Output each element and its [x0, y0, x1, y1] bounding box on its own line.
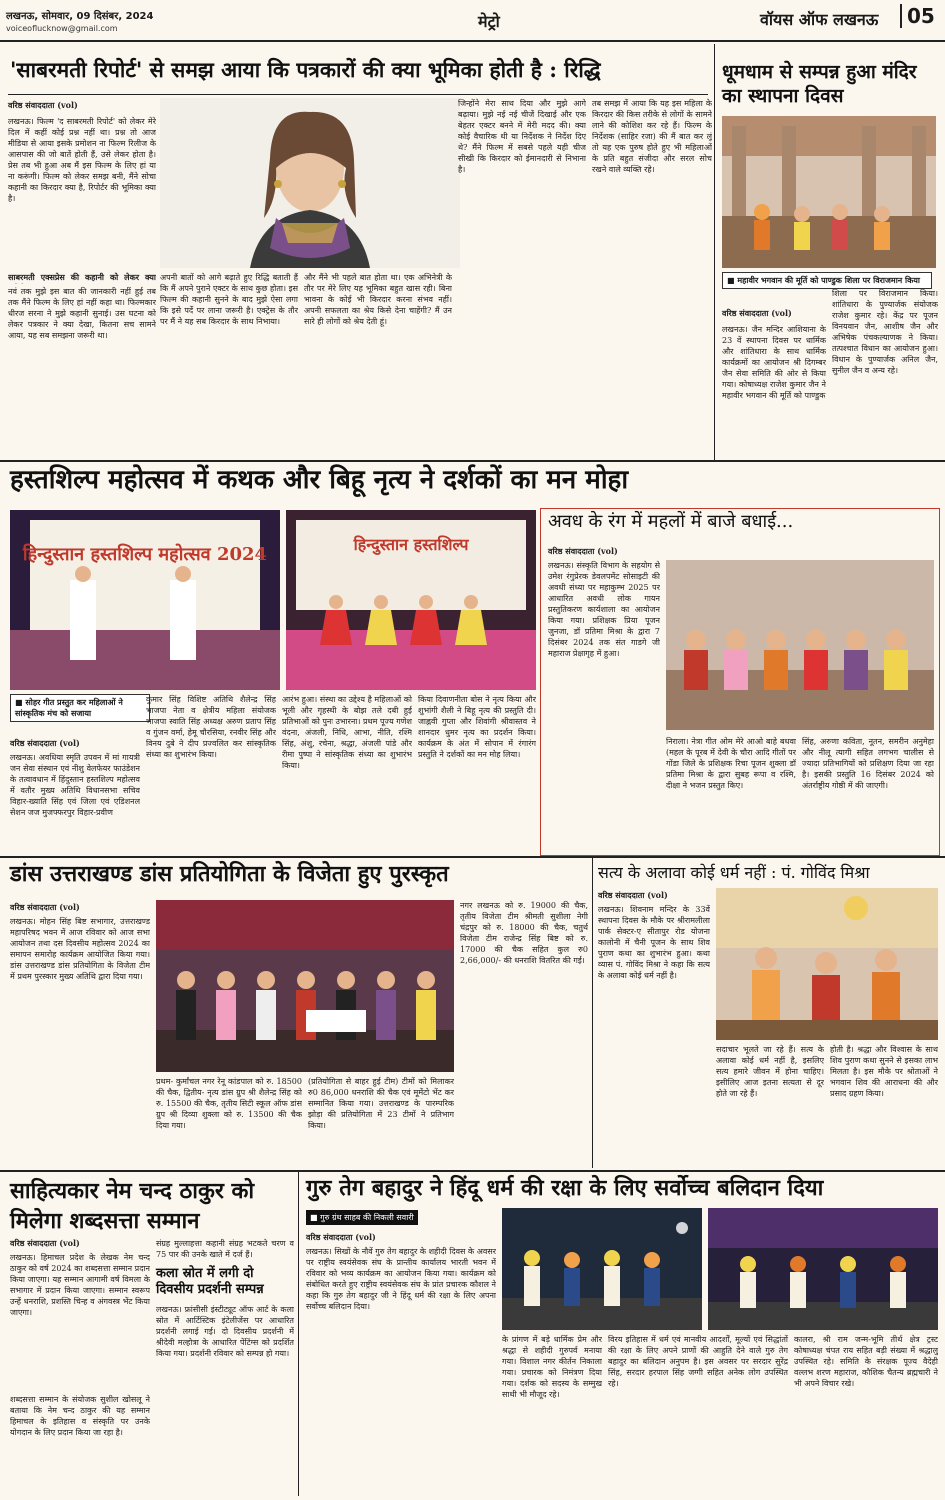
story5-col2: प्रथम- कुर्मांचल नगर रेनू कांडपाल को रु. 18500 की चैक, द्वितीय- नृत्य डांस ग्रुप श्री शैलेन्द्र सिंह को रु. 15500 की चैक, तृतीय सिटी स्कूल ऑफ डांस ग्रुप श्री दिव्या शुक्ला को रु. 13500 की चैक दिया गया।: [156, 1077, 302, 1130]
section-divider: [0, 1170, 945, 1172]
story4-group-photo: [666, 560, 934, 730]
story5-col4: नगर लखनऊ को रु. 19000 की चैक, तृतीय विजेता टीम श्रीमती सुशीला नेगी चंद्रपुर को रु. 18000 की चैक, चतुर्थ विजेता टीम राजेन्द्र सिंह बिष्ट को रु. 17000 की चैक सहित कुल रु0 2,66,000/- की धनराशि वितरित की गई।: [460, 901, 588, 965]
story5-headline[interactable]: डांस उत्तराखण्ड डांस प्रतियोगिता के विजेता हुए पुरस्कृत: [10, 861, 449, 887]
caption-text: सोहर गीत प्रस्तुत कर महिलाओं ने सांस्कृतिक मंच को सजाया: [15, 697, 123, 718]
story3-stage-photo-2: [286, 510, 536, 690]
story9-headline[interactable]: गुरु तेग बहादुर ने हिंदू धर्म की रक्षा के लिए सर्वोच्च बलिदान दिया: [306, 1175, 824, 1201]
story7-col1b: शब्दसत्ता सम्मान के संयोजक सुशील खोसलू ने बताया कि नेम चन्द ठाकुर की यह सम्मान हिमाचल के इतिहास व संस्कृति पर उनके योगदान के लिए प्रदान किया जा रहा है।: [10, 1395, 150, 1437]
story1-col5: तब समझ में आया कि यह इस महिला के किरदार की किस तरीके से लोगों के सामने लाने की कोशिश कर रहे हैं। फिल्म के निर्देशक (साहिर रजा) की मैं बात कर लूं तो यह एक पुरुष होते हुए भी महिलाओं के प्रति बहुत संजीदा और सरल सोच रखने वाले व्यक्ति रहे।: [592, 99, 712, 174]
story1-col3: और मैंने भी पहले बात होता था। एक अभिनेत्री के तौर पर मेरे लिए यह भूमिका बहुत खास रही। बिना भावना के कोई भी किरदार करना संभव नहीं। अपनी सफलता का श्रेय किसे देना चाहेंगी? मैं उन सारे ही लोगों को श्रेय देती हूं।: [304, 273, 452, 326]
section-name: मेट्रो: [478, 12, 500, 31]
caption-bullet-icon: ■: [727, 275, 738, 285]
story6-puja-photo: [716, 888, 938, 1040]
story4-headline[interactable]: अवध के रंग में महलों में बाजे बधाई...: [548, 511, 794, 532]
brand-name: वॉयस ऑफ लखनऊ: [760, 10, 879, 29]
contact-email[interactable]: voiceoflucknow@gmail.com: [6, 24, 118, 33]
group-illustration: [666, 560, 934, 730]
dance-illustration: [286, 510, 536, 690]
divider: [8, 94, 708, 95]
story1-col1: लखनऊ। फिल्म 'द साबरमती रिपोर्ट' को लेकर मेरे दिल में कहीं कोई प्रश्न नहीं था। प्रश्न तो आज मीडिया से आया इसके प्रमोशन ना फिल्म रिलीज के आसपास की जो बातें होती हैं, उसे लेकर होता है। प्रेस तब भी हुआ अब मैं इस फिल्म के लिए हां या ना करूंगी। फिल्म को लेकर समझ बनी, मैंने सोचा कहानी का किरदार क्या है, रिपोर्टर की भूमिका क्या है।: [8, 117, 156, 203]
masthead: [0, 0, 945, 42]
temple-illustration: [722, 116, 936, 268]
story3-col4: किया दिवाणनीता बोस ने नृत्य किया और शुभांगी शैली ने बिहू नृत्य की प्रस्तुति दी। जाह्नवी गुप्ता और शिवांगी श्रीवास्तव ने शानदार धुमर नृत्य का प्रदर्शन किया। कार्यक्रम के अंत में सोपान में रंगारंग प्रस्तुति ने दर्शकों का मन मोह लिया।: [418, 695, 536, 759]
story4-col2: निराला। नेत्रा गीत ओम मेरे आओ बाहे बधवा (महल के पूरब में देवी के चौरा आदि गीतों पर गोंडा जिले के प्रशिक्षक रिचा पूजन शुक्ला डॉ प्रतिमा मिश्रा के द्वारा सुबह रूपा व रश्मि, दीक्षा ने भजन प्रस्तुत किए।: [666, 737, 796, 790]
story1-col1c: नवं तक मुझे इस बात की जानकारी नहीं हुई तब तक मैंने फिल्म के लिए हां नहीं कहा था। फिल्मकार धीरज सरना ने मुझे कहानी सुनाई। उस घटना को लेकर पत्रकार ने क्या देखा, कितना सच सामने आया, यह सब समझना जरूरी था।: [8, 287, 156, 340]
stage-illustration: [10, 510, 280, 690]
page-number: 05: [900, 4, 935, 28]
story3-caption: [10, 694, 150, 722]
story9-procession-photo-2: [708, 1208, 938, 1330]
story6-col3: होती है। श्रद्धा और विश्वास के साथ शिव पुराण कथा सुनने से इसका लाभ मिलता है। इस मौके पर श्रोताओं ने भगवान शिव की आराधना की और प्रसाद ग्रहण किया।: [830, 1045, 938, 1098]
story2-temple-photo: [722, 116, 936, 268]
story2-byline: वरिष्ठ संवाददाता (vol): [722, 308, 792, 318]
section-divider: [0, 460, 945, 462]
award-illustration: [156, 900, 454, 1072]
story6-byline: वरिष्ठ संवाददाता (vol): [598, 890, 668, 900]
column-divider: [592, 858, 593, 1168]
story2-col2: शिला पर विराजमान किया। शांतिधारा के पुण्यार्जक संयोजक राजेश कुमार रहे। केंद्र पर पूजन विनयवान जैन, आशीष जैन और अभिषेक पंचकल्याणक ने किया। तत्पश्चात विधान का आयोजन हुआ। विधान के पुण्यार्जक अनिल जैन, सुनील जैन व अन्य रहे।: [832, 289, 938, 375]
procession-illustration: [502, 1208, 702, 1330]
story1-subhead: साबरमती एक्सप्रेस की कहानी को लेकर क्या: [8, 272, 156, 282]
story3-col3: आरंभ हुआ। संस्था का उद्देश्य है महिलाओं को भूली और गृहस्थी के बोझ तले दबी हुई प्रतिभाओं को पुनः उभारना। प्रथम पूज्य गणेश वंदना, अंजली, निधि, आभा, नीति, रश्मि सिंह, अंशु, रचेना, श्रद्धा, अंजली पांडे और रीमा पुष्पा ने सांस्कृतिक संध्या का शुभारंभ किया।: [282, 695, 412, 770]
issue-date: लखनऊ, सोमवार, 09 दिसंबर, 2024: [6, 11, 154, 22]
caption-text: गुरु ग्रंथ साहब की निकली सवारी: [320, 1213, 414, 1222]
story8-lead: संग्रह मुल्लाहत्ता कहानी संग्रह भटकते चरण व 75 पार की उनके खाते में दर्ज हैं।: [156, 1239, 294, 1259]
story8-headline[interactable]: कला स्रोत में लगी दो दिवसीय प्रदर्शनी सम्पन्न: [156, 1266, 264, 1297]
story2-col1: लखनऊ। जैन मन्दिर आशियाना के 23 वें स्थापना दिवस पर धार्मिक और शांतिधारा के साथ धार्मिक कार्यक्रमों का आयोजन श्री दिगम्बर जैन सेवा समिति की ओर से किया गया। कोषाध्यक्ष राजेश कुमार जैन ने महावीर भगवान की मूर्ति को पाण्डुक: [722, 325, 826, 400]
story5-col1: लखनऊ। मोहन सिंह बिष्ट सभागार, उत्तराखण्ड महापरिषद भवन में आज रविवार को आज सभा आयोजन तथा दस दिवसीय महोत्सव 2024 का समापन समारोह कार्यक्रम आयोजित किया गया। डांस उत्तराखण्ड डांस प्रतियोगिता के विजेता टीम में प्रथम पुरस्कार मुख्य अतिथि द्वारा दिया गया।: [10, 917, 150, 981]
story7-byline: वरिष्ठ संवाददाता (vol): [10, 1238, 80, 1248]
story1-actress-photo: [160, 98, 460, 268]
procession-illustration: [708, 1208, 938, 1330]
story3-col1: लखनऊ। अवधिया स्मृति उपवन में मां गायत्री जन सेवा संस्थान एवं नीशु वेलफेयर फाउंडेशन के तत्वावधान में हिंदुस्तान हस्तशिल्प महोत्सव में वतौर मुख्य अतिथि विधानसभा सचिव विहार-ख्याति सिंह एवं जिला एवं एडिशनल सेशन जज मुजफ्फरपुर विहार-प्रवीण: [10, 753, 140, 817]
story1-byline: वरिष्ठ संवाददाता (vol): [8, 100, 78, 110]
story5-byline: वरिष्ठ संवाददाता (vol): [10, 902, 80, 912]
story5-award-photo: [156, 900, 454, 1072]
story6-col2: सदाचार भूलते जा रहे हैं। सत्य के अलावा कोई धर्म नहीं है, इसलिए सत्य हमारे जीवन में होना चाहिए। इसीलिए आज इतना सत्यता से दूर होते जा रहे हैं।: [716, 1045, 824, 1098]
caption-bullet-icon: ■: [15, 697, 26, 707]
banner-text-1: हिन्दुस्तान हस्तशिल्प महोत्सव 2024: [22, 544, 268, 565]
story7-headline[interactable]: साहित्यकार नेम चन्द ठाकुर को मिलेगा शब्दसत्ता सम्मान: [10, 1178, 255, 1234]
banner-text-2: हिन्दुस्तान हस्तशिल्प: [353, 535, 469, 554]
story3-col2: कुमार सिंह विशिष्ट अतिथि शैलेन्द्र सिंह भाजपा नेता व क्षेत्रीय महिला संयोजक भाजपा स्वाति सिंह अध्यक्ष अरुण प्रताप सिंह व गुंजन वर्मा, हेमू चौरसिया, रनवीर सिंह और विनय दुबे ने दीप प्रज्वलित कर सांस्कृतिक संध्या का शुभारंभ किया।: [146, 695, 276, 759]
puja-illustration: [716, 888, 938, 1040]
story4-col1: लखनऊ। संस्कृति विभाग के सहयोग से उमेश रंगुप्रेरक डेवलपमेंट सोसाइटी की अवधी संध्या पर महाकुम्भ 2025 पर आधारित अवधी लोक गायन प्रस्तुतिकरण कार्यशाला का आयोजन किया गया। प्रशिक्षक प्रिया पूजन जुनजा, डॉ प्रतिमा मिश्रा के द्वारा 7 दिसंबर 2024 तक संत गाडगे जी महाराज प्रेक्षागृह में हुआ।: [548, 561, 660, 658]
story6-headline[interactable]: सत्य के अलावा कोई धर्म नहीं : पं. गोविंद मिश्रा: [598, 863, 870, 882]
actress-illustration: [160, 98, 460, 268]
story9-col2: के प्रांगण में बड़े धार्मिक प्रेम और श्रद्धा से शहीदी गुरुपर्व मनाया गया। विशाल नगर कीर्तन निकाला गया। प्रचारक को निमंत्रण दिया गया। दर्शक को सदस्य के सम्मुख साथी भी मौजूद रहे।: [502, 1335, 602, 1399]
story1-col4: जिन्होंने मेरा साथ दिया और मुझे आगे बढ़ाया। मुझे नई नई चीजें दिखाई और एक बेहतर एक्टर बनने में मेरी मदद की। क्या कोई वैचारिक थी या निर्देशक ने निर्देश दिए थे? मैंने फिल्म में सबसे पहले यही चीज सीखी कि किरदार को ईमानदारी से निभाना है।: [458, 99, 586, 174]
story9-procession-photo-1: [502, 1208, 702, 1330]
story3-byline: वरिष्ठ संवाददाता (vol): [10, 738, 80, 748]
story9-col3: विरय इतिहास में धर्म एवं मानवीय आदर्शों, मूल्यों एवं सिद्धांतों की रक्षा के लिए अपने प्राणों की आहुति देने वाले गुरु तेग बहादुर का बलिदान अनुपम है। इस अवसर पर सरदार सुरेंद्र सिंह, सरदार हरपाल सिंह जग्गी सहित अनेक लोग उपस्थित रहे।: [608, 1335, 788, 1388]
caption-text: महावीर भगवान की मूर्ति को पाण्डुक शिला पर विराजमान किया: [737, 275, 920, 285]
story6-col1: लखनऊ। शिवनाम मन्दिर के 33वें स्थापना दिवस के मौके पर श्रीरामलीला पार्क सेक्टर-ए सीतापुर रोड योजना कालोनी में चैनी पूजन के साथ शिव पुराण कथा का शुभारंभ हुआ। कथा व्यास पं. गोविंद मिश्रा ने कहा कि सत्य के अलावा कोई धर्म नहीं है।: [598, 905, 710, 980]
story4-byline: वरिष्ठ संवाददाता (vol): [548, 546, 618, 556]
column-divider: [298, 1172, 299, 1496]
section-divider: [0, 856, 945, 858]
story9-byline: वरिष्ठ संवाददाता (vol): [306, 1232, 376, 1242]
story2-headline[interactable]: धूमधाम से सम्पन्न हुआ मंदिर का स्थापना दिवस: [722, 61, 917, 107]
story9-caption: [306, 1210, 418, 1225]
story4-col3: सिंह, अरुणा कविता, नूतन, समरीन अनुमेहा और नीलू त्यागी सहित लगभग चालीस से ज्यादा प्रतिभागियों को प्रशिक्षण दिया जा रहा है। इसकी प्रस्तुति 16 दिसंबर 2024 को अंतर्राष्ट्रीय गोष्ठी में की जाएगी।: [802, 737, 934, 790]
story1-headline[interactable]: 'साबरमती रिपोर्ट' से समझ आया कि पत्रकारों की क्या भूमिका होती है : रिद्धि: [10, 57, 601, 82]
story2-caption: [722, 272, 932, 289]
story5-col3: (प्रतियोगिता से बाहर हुई टीम) टीमों को मिलाकर रु0 86,000 धनराशि की चैक एवं मूमेंटो भेंट कर सम्मानित किया गया। उत्तराखण्ड के पारम्परिक झोड़ा की प्रतियोगिता में 23 टीमों ने प्रतिभाग किया।: [308, 1077, 454, 1130]
story7-col1: लखनऊ। हिमाचल प्रदेश के लेखक नेम चन्द ठाकुर को वर्ष 2024 का शब्दसत्ता सम्मान प्रदान किया जाएगा। यह सम्मान आगामी वर्ष विमला के सभागार में प्रदान किया जाएगा। सम्मान स्वरूप उन्हें धनराशि, प्रशस्ति चिन्ह व अंगवस्त्र भेंट किया जाएगा।: [10, 1253, 150, 1317]
caption-bullet-icon: ■: [310, 1213, 321, 1222]
story3-stage-photo-1: [10, 510, 280, 690]
story1-col2: अपनी बातों को आगे बढ़ाते हुए रिद्धि बताती हैं कि मैं अपने पुराने एक्टर के साथ कुछ होता। इस फिल्म की कहानी सुनने के बाद मुझे ऐसा लगा कि इसे पर्दे पर लाना जरूरी है। एक्ट्रेस के तौर पर मैं ने यह सब किरदार के साथ निभाया।: [160, 273, 298, 326]
column-divider: [714, 44, 715, 460]
story8-col1: लखनऊ। फ्रांसीसी इंस्टीट्यूट ऑफ आर्ट के कला स्रोत में आर्टिस्टिक इंटेलीजेंस पर आधारित प्रदर्शनी लगाई गई। दो दिवसीय प्रदर्शनी में श्रीदेवी मल्होत्रा के आधारित पेंटिंग्स को प्रदर्शित किया गया। प्रदर्शनी रविवार को सम्पन्न हो गया।: [156, 1305, 294, 1358]
story9-col1: लखनऊ। सिखों के नौवें गुरु तेग बहादुर के शहीदी दिवस के अवसर पर राष्ट्रीय स्वयंसेवक संघ के प्रान्तीय कार्यालय भारती भवन में रविवार को भव्य कार्यक्रम का आयोजन किया गया। कार्यक्रम को संबोधित करते हुए राष्ट्रीय स्वयंसेवक संघ के प्रांत प्रचारक कौशल ने कहा कि गुरु तेग बहादुर जी ने हिंदू धर्म की रक्षा के लिए अपना सर्वोच्च बलिदान दिया।: [306, 1247, 496, 1311]
story9-col4: कालरा, श्री राम जन्म-भूमि तीर्थ क्षेत्र ट्रस्ट कोषाध्यक्ष चंपत राय सहित बड़ी संख्या में श्रद्धालु उपस्थित रहे। समिति के संरक्षक पूज्य वैदेही वल्लभ शरण महाराज, कौशिक चैतन्य ब्रह्मचारी ने भी अपने विचार रखे।: [794, 1335, 938, 1388]
story3-headline[interactable]: हस्तशिल्प महोत्सव में कथक और बिहू नृत्य ने दर्शकों का मन मोहा: [10, 465, 629, 495]
